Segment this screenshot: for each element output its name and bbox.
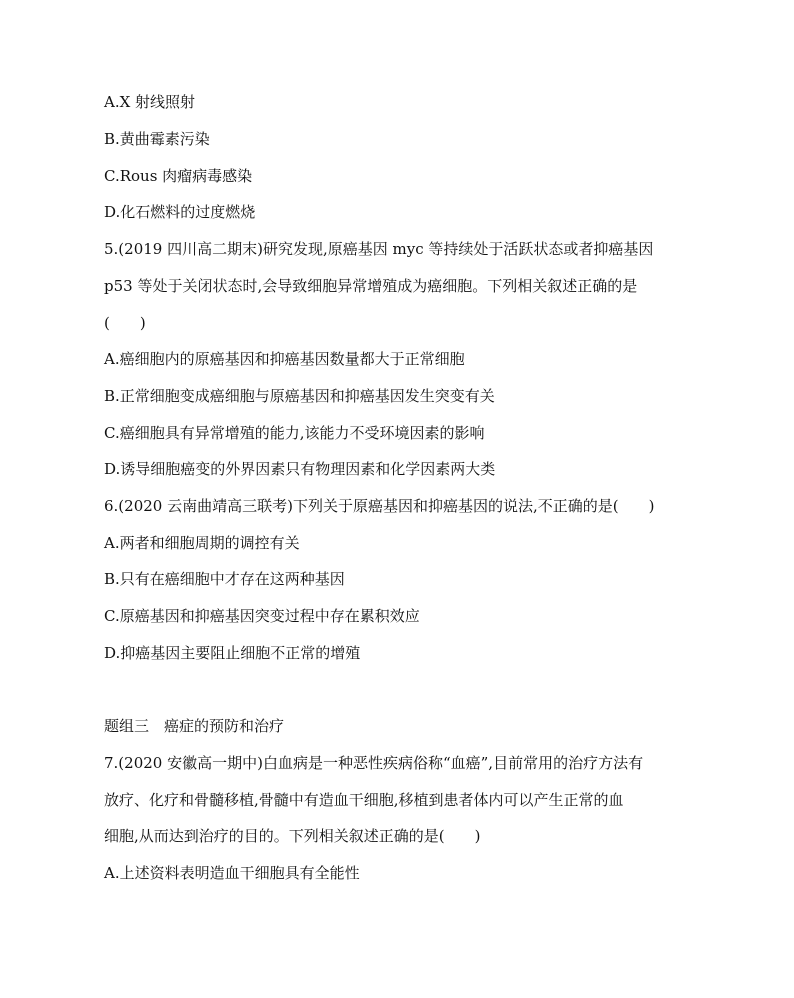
q5-answer-blank: ( ) — [104, 314, 146, 332]
section-title: 题组三 癌症的预防和治疗 — [104, 717, 285, 735]
q7-stem-line-2: 放疗、化疗和骨髓移植,骨髓中有造血干细胞,移植到患者体内可以产生正常的血 — [104, 791, 624, 809]
q4-option-c: C.Rous 肉瘤病毒感染 — [104, 167, 253, 185]
q4-option-a: A.X 射线照射 — [104, 93, 196, 111]
q5-option-a: A.癌细胞内的原癌基因和抑癌基因数量都大于正常细胞 — [104, 350, 465, 368]
q6-option-a: A.两者和细胞周期的调控有关 — [104, 534, 300, 552]
q6-option-c: C.原癌基因和抑癌基因突变过程中存在累积效应 — [104, 607, 420, 625]
q5-stem-line-2: p53 等处于关闭状态时,会导致细胞异常增殖成为癌细胞。下列相关叙述正确的是 — [104, 277, 638, 295]
q4-option-b: B.黄曲霉素污染 — [104, 130, 210, 148]
q5-stem-line-1: 5.(2019 四川高二期末)研究发现,原癌基因 myc 等持续处于活跃状态或者抑癌基因 — [104, 240, 654, 258]
q5-option-c: C.癌细胞具有异常增殖的能力,该能力不受环境因素的影响 — [104, 424, 485, 442]
q6-stem: 6.(2020 云南曲靖高三联考)下列关于原癌基因和抑癌基因的说法,不正确的是( ) — [104, 497, 655, 515]
q6-option-d: D.抑癌基因主要阻止细胞不正常的增殖 — [104, 644, 361, 662]
q7-stem-line-1: 7.(2020 安徽高一期中)白血病是一种恶性疾病俗称“血癌”,目前常用的治疗方法有 — [104, 754, 644, 772]
q6-option-b: B.只有在癌细胞中才存在这两种基因 — [104, 570, 345, 588]
q5-option-d: D.诱导细胞癌变的外界因素只有物理因素和化学因素两大类 — [104, 460, 496, 478]
q7-stem-line-3: 细胞,从而达到治疗的目的。下列相关叙述正确的是( ) — [104, 827, 481, 845]
q7-option-a: A.上述资料表明造血干细胞具有全能性 — [104, 864, 360, 882]
q4-option-d: D.化石燃料的过度燃烧 — [104, 203, 256, 221]
q5-option-b: B.正常细胞变成癌细胞与原癌基因和抑癌基因发生突变有关 — [104, 387, 495, 405]
